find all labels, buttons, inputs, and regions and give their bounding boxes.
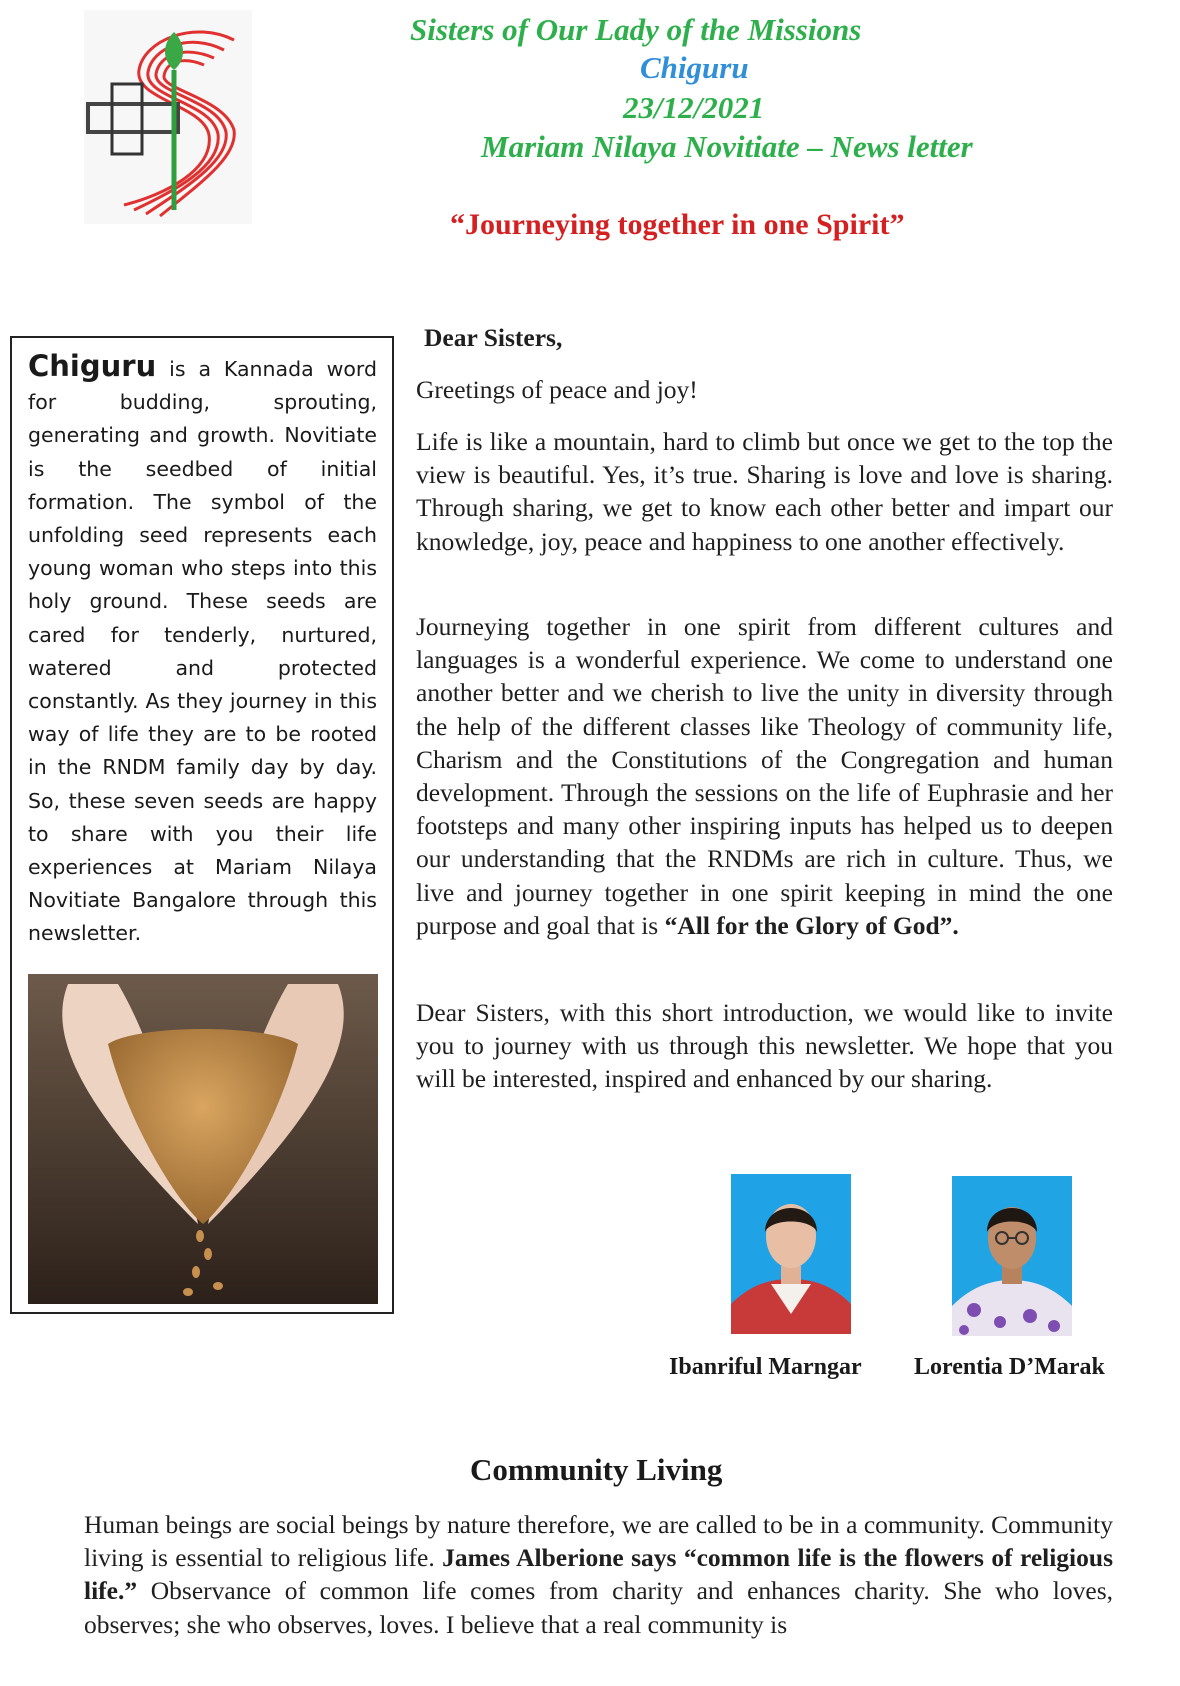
letter-paragraph-2: [416, 610, 1113, 942]
newsletter-date: 23/12/2021: [623, 90, 765, 125]
rndm-logo: [84, 10, 252, 224]
org-title: Sisters of Our Lady of the Missions: [410, 12, 862, 47]
community-text-2: Observance of common life comes from charity and enhances charity. She who loves, observes; she who observes, loves. I believe that a real community is: [84, 1576, 1113, 1639]
sidebar-body: is a Kannada word for budding, sprouting, generating and growth. Novitiate is the seedbed of initial formation. The symbol of the unfolding seed represents each young woman who steps into this holy ground. These seeds are cared for tenderly, nurtured, watered and protected constantly. As they journey in this way of life they are to be rooted in the RNDM family day by day. So, these seven seeds are happy to share with you their life experiences at Mariam Nilaya Novitiate Bangalore through this newsletter.: [28, 357, 377, 946]
author-name-1: Ibanriful Marngar: [669, 1354, 862, 1380]
salutation: Dear Sisters,: [424, 323, 563, 352]
author-photo-1: [731, 1174, 851, 1334]
section-heading-community: Community Living: [470, 1452, 723, 1487]
newsletter-subtitle: Mariam Nilaya Novitiate – News letter: [481, 129, 973, 164]
sidebar-lead-word: Chiguru: [28, 349, 157, 383]
community-text-1: Human beings are social beings by nature therefore, we are called to be in a community. Community living is essential to religious life.: [84, 1510, 1113, 1573]
greeting: Greetings of peace and joy!: [416, 375, 698, 404]
letter-paragraph-3: Dear Sisters, with this short introduction, we would like to invite you to journey with us through this newsletter. We hope that you will be interested, inspired and enhanced by our sharing.: [416, 998, 1113, 1094]
community-paragraph: [84, 1508, 1113, 1641]
seeds-hands-image: [28, 974, 378, 1304]
letter-paragraph-1: Life is like a mountain, hard to climb but once we get to the top the view is beautiful. Yes, it’s true. Sharing is love and love is sharing. Through sharing, we get to know each other better and impart our knowledge, joy, peace and happiness to one another effectively.: [416, 427, 1113, 556]
community-quote: James Alberione says “common life is the flowers of religious life.”: [84, 1543, 1114, 1606]
author-name-2: Lorentia D’Marak: [914, 1354, 1105, 1380]
letter-paragraph-2-text: Journeying together in one spirit from different cultures and languages is a wonderful experience. We come to understand one another better and we cherish to live the unity in diversity through the help of the different classes like Theology of community life, Charism and the Constitutions of the Congregation and human development. Through the sessions on the life of Euphrasie and her footsteps and many other inspiring inputs has helped us to deepen our understanding that the RNDMs are rich in culture. Thus, we live and journey together in one spirit keeping in mind the one purpose and goal that is: [416, 612, 1113, 940]
sidebar-text: [28, 350, 377, 951]
letter-paragraph-2-bold: “All for the Glory of God”.: [664, 910, 959, 940]
newsletter-name: Chiguru: [640, 50, 749, 85]
author-photo-2: [952, 1176, 1072, 1336]
motto: “Journeying together in one Spirit”: [450, 208, 905, 241]
